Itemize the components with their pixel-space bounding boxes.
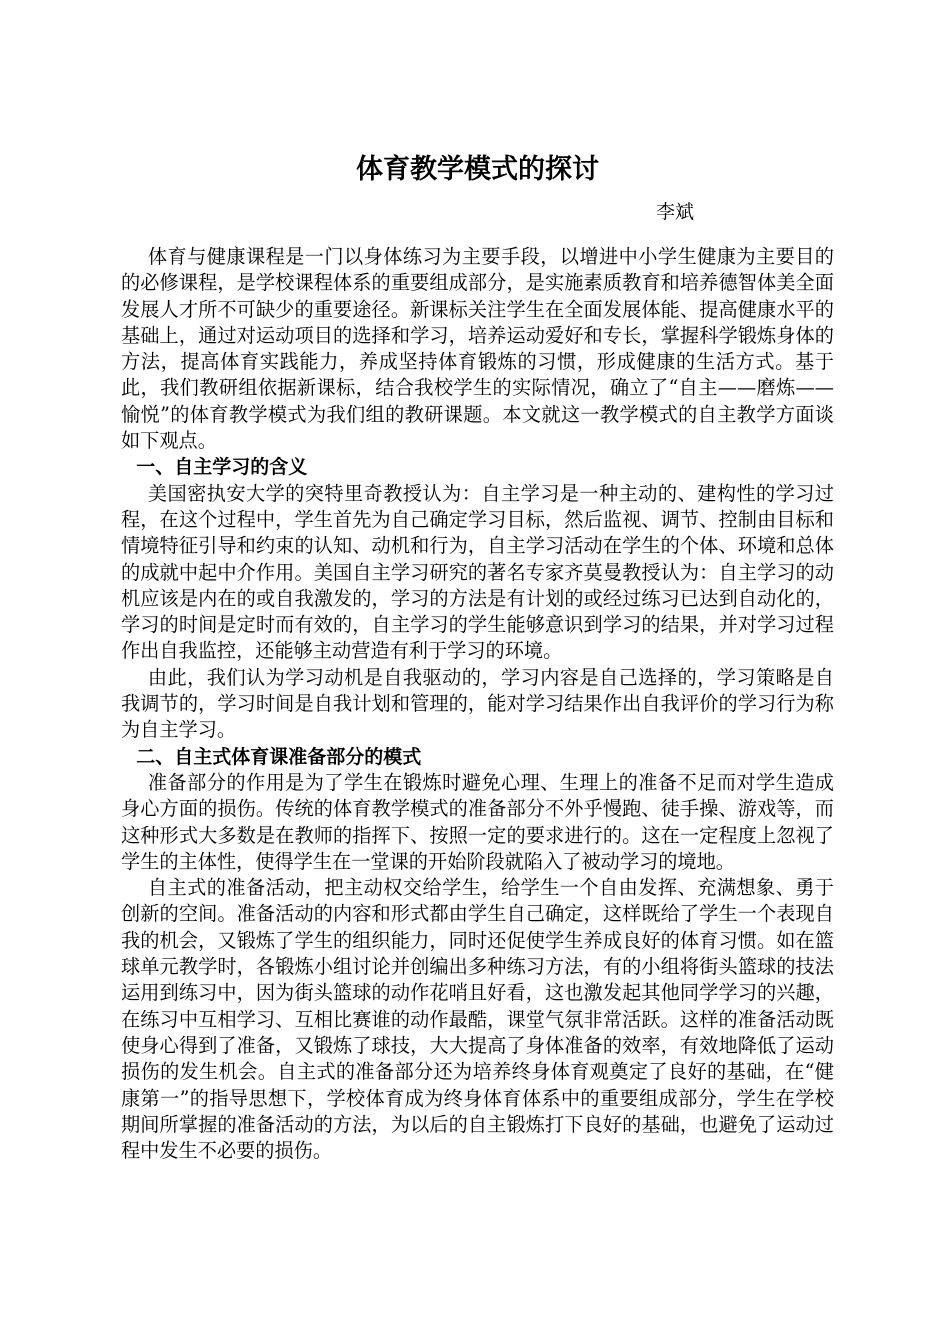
section-1-paragraph-1: 美国密执安大学的突特里奇教授认为：自主学习是一种主动的、建构性的学习过程，在这个过程中，学生首先为自己确定学习目标，然后监视、调节、控制由目标和情境特征引导和约束的认知、动机和行为，自主学习活动在学生的个体、环境和总体的成就中起中介作用。美国自主学习研究的著名专家齐莫曼教授认为：自主学习的动机应该是内在的或自我激发的，学习的方法是有计划的或经过练习已达到自动化的，学习的时间是定时而有效的，自主学习的学生能够意识到学习的结果，并对学习过程作出自我监控，还能够主动营造有利于学习的环境。 (121, 481, 834, 663)
document-page (121, 150, 834, 1164)
section-1-heading: 一、自主学习的含义 (136, 456, 308, 479)
intro-paragraph: 体育与健康课程是一门以身体练习为主要手段，以增进中小学生健康为主要目的的必修课程，是学校课程体系的重要组成部分，是实施素质教育和培养德智体美全面发展人才所不可缺少的重要途径。新课标关注学生在全面发展体能、提高健康水平的基础上，通过对运动项目的选择和学习，培养运动爱好和专长，掌握科学锻炼身体的方法，提高体育实践能力，养成坚持体育锻炼的习惯，形成健康的生活方式。基于此，我们教研组依据新课标，结合我校学生的实际情况，确立了“自主——磨炼——愉悦”的体育教学模式为我们组的教研课题。本文就这一教学模式的自主教学方面谈如下观点。 (121, 245, 834, 453)
section-2-paragraph-2: 自主式的准备活动，把主动权交给学生，给学生一个自由发挥、充满想象、勇于创新的空间。准备活动的内容和形式都由学生自己确定，这样既给了学生一个表现自我的机会，又锻炼了学生的组织能力，同时还促使学生养成良好的体育习惯。如在篮球单元教学时，各锻炼小组讨论并创编出多种练习方法，有的小组将街头篮球的技法运用到练习中，因为街头篮球的动作花哨且好看，这也激发起其他同学学习的兴趣，在练习中互相学习、互相比赛谁的动作最酷，课堂气氛非常活跃。这样的准备活动既使身心得到了准备，又锻炼了球技，大大提高了身体准备的效率，有效地降低了运动损伤的发生机会。自主式的准备部分还为培养终身体育观奠定了良好的基础，在“健康第一”的指导思想下，学校体育成为终身体育体系中的重要组成部分，学生在学校期间所掌握的准备活动的方法，为以后的自主锻炼打下良好的基础，也避免了运动过程中发生不必要的损伤。 (121, 876, 834, 1163)
section-1-paragraph-2: 由此，我们认为学习动机是自我驱动的，学习内容是自己选择的，学习策略是自我调节的，学习时间是自我计划和管理的，能对学习结果作出自我评价的学习行为称为自主学习。 (121, 665, 834, 742)
section-2-heading: 二、自主式体育课准备部分的模式 (136, 745, 422, 768)
document-author: 李斌 (655, 201, 694, 223)
document-title: 体育教学模式的探讨 (356, 154, 599, 185)
document-body (121, 244, 834, 1164)
section-2-paragraph-1: 准备部分的作用是为了学生在锻炼时避免心理、生理上的准备不足而对学生造成身心方面的损伤。传统的体育教学模式的准备部分不外乎慢跑、徒手操、游戏等，而这种形式大多数是在教师的指挥下、按照一定的要求进行的。这在一定程度上忽视了学生的主体性，使得学生在一堂课的开始阶段就陷入了被动学习的境地。 (121, 770, 834, 873)
